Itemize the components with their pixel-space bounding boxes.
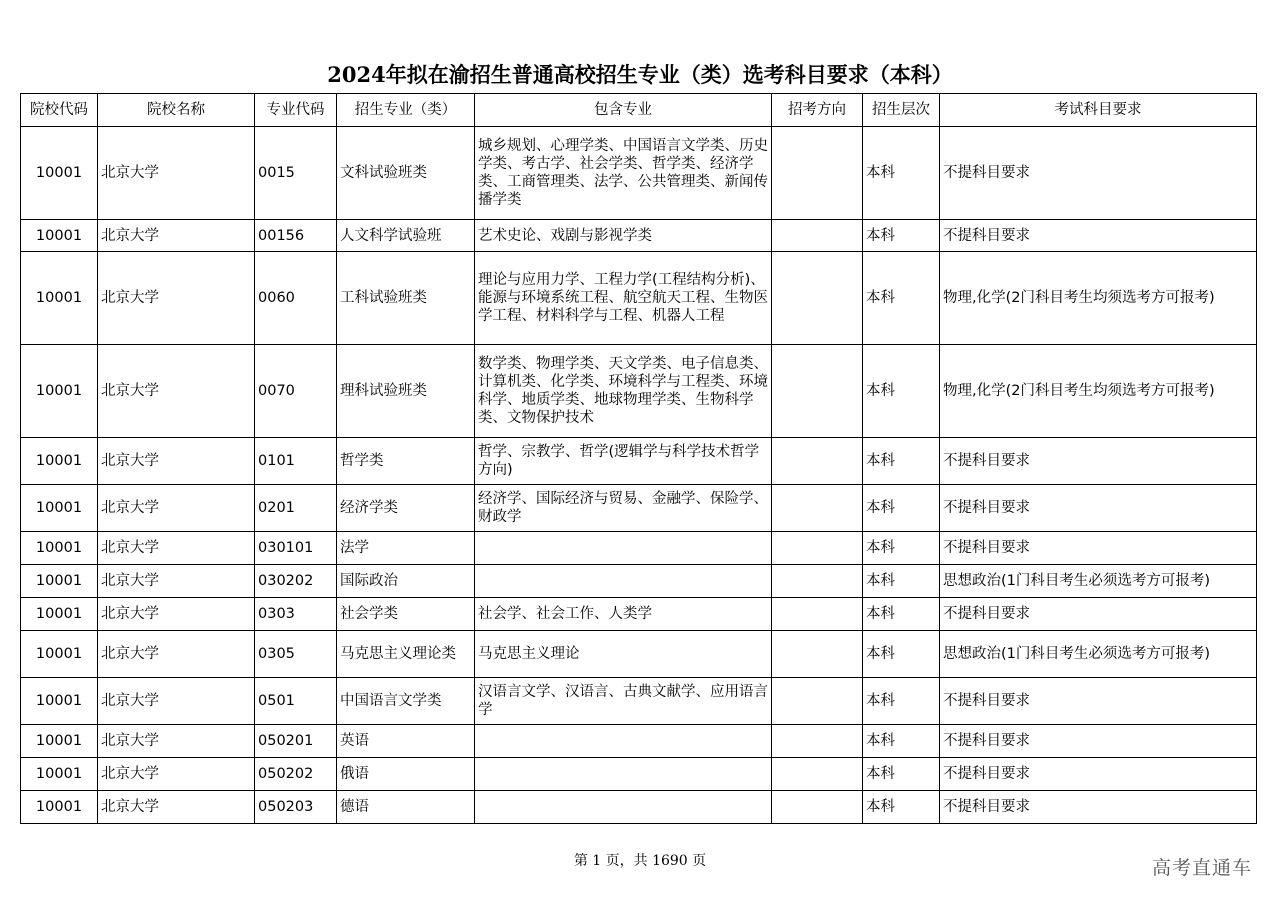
cell-level: 本科 bbox=[863, 127, 940, 220]
cell-level: 本科 bbox=[863, 252, 940, 345]
cell-level: 本科 bbox=[863, 532, 940, 565]
cell-included: 哲学、宗教学、哲学(逻辑学与科学技术哲学方向) bbox=[475, 438, 772, 485]
cell-level: 本科 bbox=[863, 485, 940, 532]
cell-major-code: 0015 bbox=[255, 127, 337, 220]
cell-major: 马克思主义理论类 bbox=[337, 631, 475, 678]
table-row bbox=[21, 127, 1257, 220]
cell-major: 俄语 bbox=[337, 758, 475, 791]
cell-major: 人文科学试验班 bbox=[337, 220, 475, 252]
cell-school-code: 10001 bbox=[21, 532, 98, 565]
cell-school-name: 北京大学 bbox=[98, 758, 255, 791]
cell-school-name: 北京大学 bbox=[98, 791, 255, 824]
cell-direction bbox=[772, 220, 863, 252]
header-level: 招生层次 bbox=[863, 94, 940, 127]
cell-major: 国际政治 bbox=[337, 565, 475, 598]
table-row bbox=[21, 345, 1257, 438]
cell-included: 数学类、物理学类、天文学类、电子信息类、计算机类、化学类、环境科学与工程类、环境科学、地质学类、地球物理学类、生物科学类、文物保护技术 bbox=[475, 345, 772, 438]
cell-school-code: 10001 bbox=[21, 127, 98, 220]
cell-major-code: 0101 bbox=[255, 438, 337, 485]
cell-school-name: 北京大学 bbox=[98, 438, 255, 485]
table-row bbox=[21, 220, 1257, 252]
cell-level: 本科 bbox=[863, 631, 940, 678]
cell-direction bbox=[772, 438, 863, 485]
cell-included: 社会学、社会工作、人类学 bbox=[475, 598, 772, 631]
cell-school-name: 北京大学 bbox=[98, 127, 255, 220]
cell-requirement: 不提科目要求 bbox=[940, 485, 1257, 532]
header-direction: 招考方向 bbox=[772, 94, 863, 127]
cell-school-code: 10001 bbox=[21, 758, 98, 791]
cell-included: 城乡规划、心理学类、中国语言文学类、历史学类、考古学、社会学类、哲学类、经济学类、工商管理类、法学、公共管理类、新闻传播学类 bbox=[475, 127, 772, 220]
cell-included: 汉语言文学、汉语言、古典文献学、应用语言学 bbox=[475, 678, 772, 725]
cell-major: 德语 bbox=[337, 791, 475, 824]
cell-school-code: 10001 bbox=[21, 631, 98, 678]
header-major: 招生专业（类） bbox=[337, 94, 475, 127]
cell-school-code: 10001 bbox=[21, 598, 98, 631]
cell-major-code: 050201 bbox=[255, 725, 337, 758]
cell-direction bbox=[772, 725, 863, 758]
cell-school-code: 10001 bbox=[21, 252, 98, 345]
cell-direction bbox=[772, 485, 863, 532]
header-school-name: 院校名称 bbox=[98, 94, 255, 127]
cell-level: 本科 bbox=[863, 598, 940, 631]
cell-requirement: 物理,化学(2门科目考生均须选考方可报考) bbox=[940, 345, 1257, 438]
table-row bbox=[21, 631, 1257, 678]
cell-included bbox=[475, 725, 772, 758]
cell-school-code: 10001 bbox=[21, 791, 98, 824]
table-row bbox=[21, 485, 1257, 532]
cell-requirement: 物理,化学(2门科目考生均须选考方可报考) bbox=[940, 252, 1257, 345]
table-header-row bbox=[21, 94, 1257, 127]
cell-major: 英语 bbox=[337, 725, 475, 758]
cell-school-name: 北京大学 bbox=[98, 631, 255, 678]
cell-major: 理科试验班类 bbox=[337, 345, 475, 438]
cell-requirement: 思想政治(1门科目考生必须选考方可报考) bbox=[940, 631, 1257, 678]
cell-school-code: 10001 bbox=[21, 220, 98, 252]
table-row bbox=[21, 758, 1257, 791]
subject-requirements-table bbox=[20, 93, 1257, 824]
page-number: 第 1 页，共 1690 页 bbox=[573, 853, 707, 869]
cell-included: 经济学、国际经济与贸易、金融学、保险学、财政学 bbox=[475, 485, 772, 532]
cell-major: 经济学类 bbox=[337, 485, 475, 532]
cell-major-code: 050202 bbox=[255, 758, 337, 791]
cell-included: 理论与应用力学、工程力学(工程结构分析)、能源与环境系统工程、航空航天工程、生物医学工程、材料科学与工程、机器人工程 bbox=[475, 252, 772, 345]
cell-major: 社会学类 bbox=[337, 598, 475, 631]
table-row bbox=[21, 532, 1257, 565]
cell-school-code: 10001 bbox=[21, 345, 98, 438]
cell-requirement: 不提科目要求 bbox=[940, 791, 1257, 824]
cell-school-name: 北京大学 bbox=[98, 725, 255, 758]
cell-major-code: 0501 bbox=[255, 678, 337, 725]
cell-school-name: 北京大学 bbox=[98, 220, 255, 252]
cell-major-code: 0060 bbox=[255, 252, 337, 345]
header-major-code: 专业代码 bbox=[255, 94, 337, 127]
cell-included bbox=[475, 758, 772, 791]
table-row bbox=[21, 252, 1257, 345]
cell-requirement: 思想政治(1门科目考生必须选考方可报考) bbox=[940, 565, 1257, 598]
header-included: 包含专业 bbox=[475, 94, 772, 127]
cell-level: 本科 bbox=[863, 791, 940, 824]
table-row bbox=[21, 678, 1257, 725]
cell-school-name: 北京大学 bbox=[98, 678, 255, 725]
cell-level: 本科 bbox=[863, 565, 940, 598]
cell-requirement: 不提科目要求 bbox=[940, 127, 1257, 220]
document-title: 2024年拟在渝招生普通高校招生专业（类）选考科目要求（本科） bbox=[327, 62, 953, 87]
cell-direction bbox=[772, 252, 863, 345]
cell-direction bbox=[772, 565, 863, 598]
cell-level: 本科 bbox=[863, 725, 940, 758]
cell-major-code: 00156 bbox=[255, 220, 337, 252]
cell-school-name: 北京大学 bbox=[98, 345, 255, 438]
cell-level: 本科 bbox=[863, 758, 940, 791]
cell-school-name: 北京大学 bbox=[98, 532, 255, 565]
cell-school-name: 北京大学 bbox=[98, 252, 255, 345]
cell-included bbox=[475, 532, 772, 565]
cell-direction bbox=[772, 532, 863, 565]
cell-included bbox=[475, 791, 772, 824]
cell-school-code: 10001 bbox=[21, 438, 98, 485]
cell-direction bbox=[772, 598, 863, 631]
cell-direction bbox=[772, 127, 863, 220]
cell-major: 文科试验班类 bbox=[337, 127, 475, 220]
cell-major: 哲学类 bbox=[337, 438, 475, 485]
cell-school-name: 北京大学 bbox=[98, 485, 255, 532]
cell-requirement: 不提科目要求 bbox=[940, 532, 1257, 565]
cell-school-code: 10001 bbox=[21, 565, 98, 598]
cell-major: 工科试验班类 bbox=[337, 252, 475, 345]
cell-direction bbox=[772, 791, 863, 824]
table-row bbox=[21, 565, 1257, 598]
cell-school-code: 10001 bbox=[21, 485, 98, 532]
table-row bbox=[21, 791, 1257, 824]
cell-major-code: 0305 bbox=[255, 631, 337, 678]
cell-direction bbox=[772, 758, 863, 791]
cell-requirement: 不提科目要求 bbox=[940, 438, 1257, 485]
cell-requirement: 不提科目要求 bbox=[940, 220, 1257, 252]
cell-direction bbox=[772, 631, 863, 678]
cell-level: 本科 bbox=[863, 678, 940, 725]
cell-major-code: 0201 bbox=[255, 485, 337, 532]
cell-level: 本科 bbox=[863, 220, 940, 252]
cell-major-code: 050203 bbox=[255, 791, 337, 824]
cell-major-code: 0303 bbox=[255, 598, 337, 631]
cell-school-code: 10001 bbox=[21, 678, 98, 725]
cell-requirement: 不提科目要求 bbox=[940, 758, 1257, 791]
table-row bbox=[21, 438, 1257, 485]
cell-direction bbox=[772, 678, 863, 725]
cell-major-code: 0070 bbox=[255, 345, 337, 438]
cell-requirement: 不提科目要求 bbox=[940, 598, 1257, 631]
cell-level: 本科 bbox=[863, 345, 940, 438]
header-school-code: 院校代码 bbox=[21, 94, 98, 127]
cell-major-code: 030101 bbox=[255, 532, 337, 565]
table-row bbox=[21, 598, 1257, 631]
cell-major-code: 030202 bbox=[255, 565, 337, 598]
cell-major: 法学 bbox=[337, 532, 475, 565]
cell-direction bbox=[772, 345, 863, 438]
table-row bbox=[21, 725, 1257, 758]
cell-school-name: 北京大学 bbox=[98, 598, 255, 631]
cell-included: 艺术史论、戏剧与影视学类 bbox=[475, 220, 772, 252]
cell-level: 本科 bbox=[863, 438, 940, 485]
cell-school-name: 北京大学 bbox=[98, 565, 255, 598]
cell-requirement: 不提科目要求 bbox=[940, 678, 1257, 725]
cell-requirement: 不提科目要求 bbox=[940, 725, 1257, 758]
cell-included bbox=[475, 565, 772, 598]
header-requirement: 考试科目要求 bbox=[940, 94, 1257, 127]
cell-included: 马克思主义理论 bbox=[475, 631, 772, 678]
watermark: 高考直通车 bbox=[1151, 857, 1252, 879]
cell-school-code: 10001 bbox=[21, 725, 98, 758]
cell-major: 中国语言文学类 bbox=[337, 678, 475, 725]
